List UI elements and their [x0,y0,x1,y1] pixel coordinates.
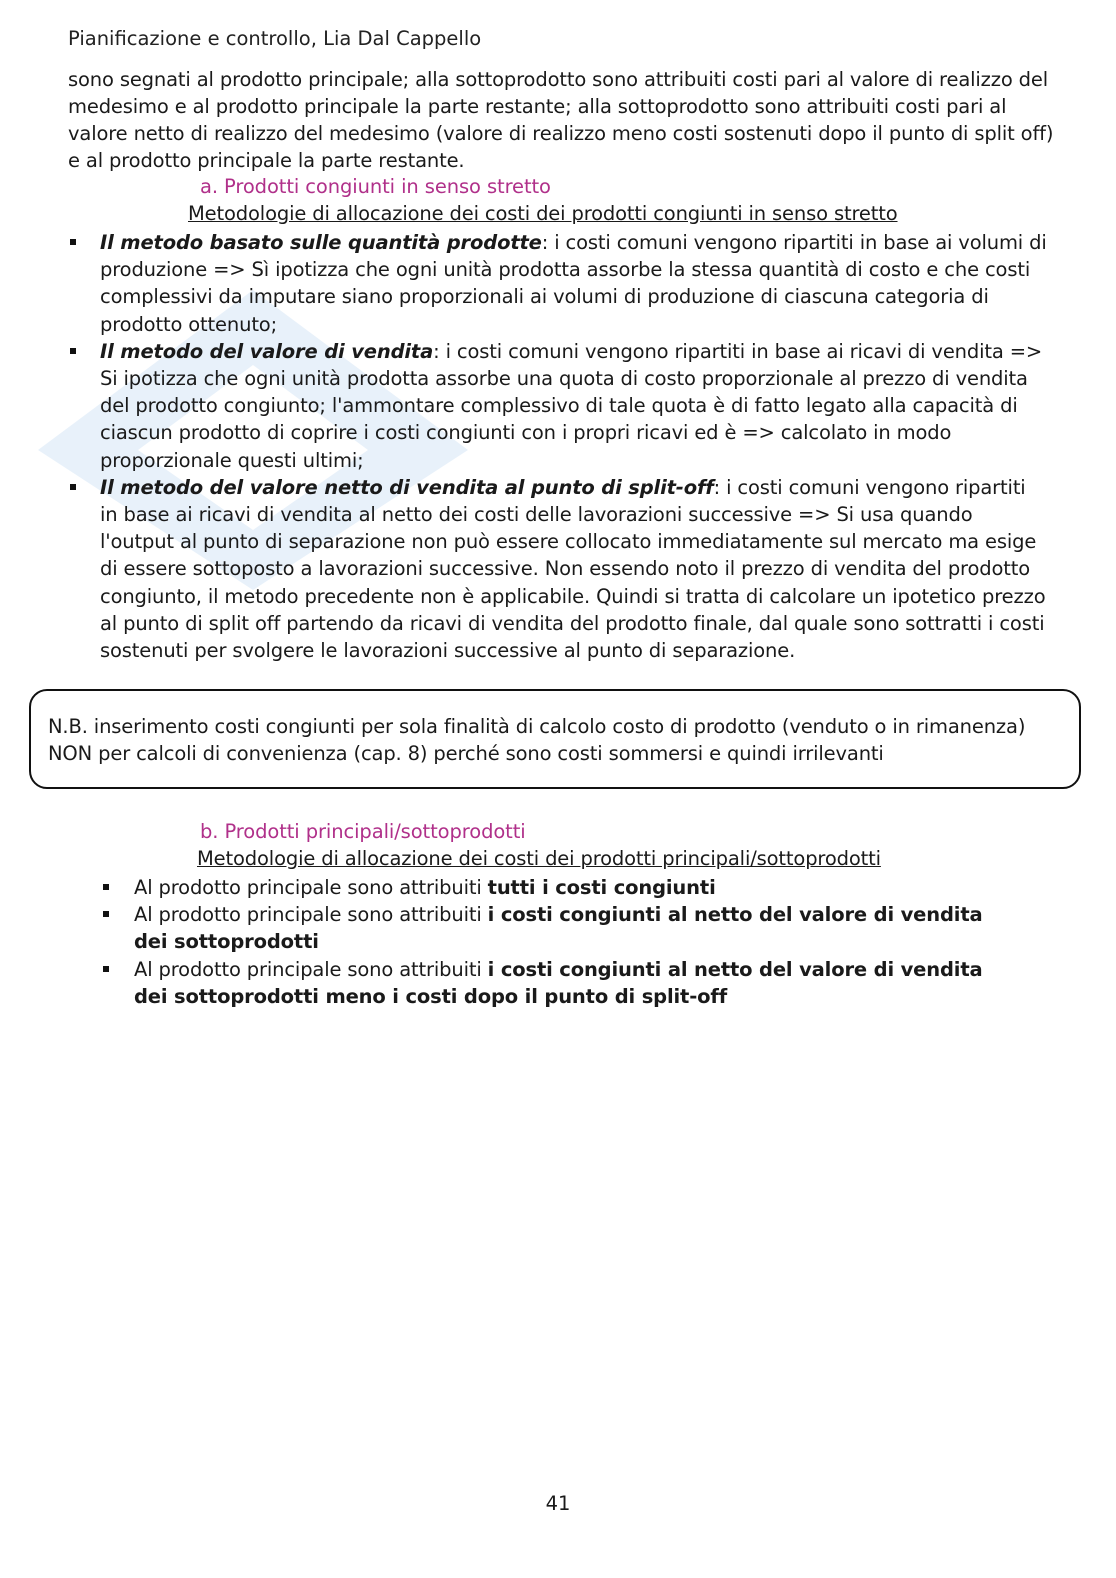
method-text: : i costi comuni vengono ripartiti in base ai volumi di produzione => Sì ipotizza che ogni unità prodotta assorbe la stessa quantità di costo e che costi complessivi da imputare siano proporzionali ai volumi di produzione di ciascuna categoria di prodotto ottenuto; [100,231,1047,336]
alloc-prefix: Al prodotto principale sono attribuiti [134,957,488,981]
section-b-subtitle: Metodologie di allocazione dei costi dei prodotti principali/sottoprodotti [197,847,881,870]
alloc-bold: tutti i costi congiunti [487,876,716,899]
list-item [103,956,1003,1010]
list-item [68,474,1048,664]
list-item [68,338,1048,474]
alloc-prefix: Al prodotto principale sono attribuiti [134,903,488,927]
section-a-title: a. Prodotti congiunti in senso stretto [200,175,551,198]
method-term: Il metodo del valore di vendita [100,339,434,363]
alloc-bold: i costi congiunti al netto del valore di vendita dei sottoprodotti [134,903,983,954]
section-b-title: b. Prodotti principali/sottoprodotti [200,820,526,843]
note-text [48,713,1068,767]
method-text: : i costi comuni vengono ripartiti in base ai ricavi di vendita al netto dei costi delle lavorazioni successive => Si usa quando l'output al punto di separazione non può essere collocato immediatamente sul mercato ma esige di essere sottoposto a lavorazioni successive. Non essendo noto il prezzo di vendita del prodotto congiunto, il metodo precedente non è applicabile. Quindi si tratta di calcolare un ipotetico prezzo al punto di split off partendo da ricavi di vendita del prodotto finale, dal quale sono sottratti i costi sostenuti per svolgere le lavorazioni successive al punto di separazione. [100,475,1046,663]
alloc-prefix: Al prodotto principale sono attribuiti [134,876,488,899]
method-text: : i costi comuni vengono ripartiti in base ai ricavi di vendita => Si ipotizza che ogni unità prodotta assorbe una quota di costo proporzionale al prezzo di vendita del prodotto congiunto; l'ammontare complessivo di tale quota è di fatto legato alla capacità di ciascun prodotto di coprire i costi congiunti con i propri ricavi ed è => calcolato in modo proporzionale questi ultimi; [100,339,1043,472]
note-line-1: N.B. inserimento costi congiunti per sola finalità di calcolo costo di prodotto (venduto o in rimanenza) [48,715,1026,738]
allocation-list [103,874,1003,1010]
list-item [103,901,1003,955]
alloc-bold: i costi congiunti al netto del valore di vendita dei sottoprodotti meno i costi dopo il punto di split-off [134,957,983,1008]
list-item [103,874,1003,901]
page-header: Pianificazione e controllo, Lia Dal Cappello [68,27,482,50]
methods-list [68,229,1048,664]
list-item [68,229,1048,338]
method-term: Il metodo del valore netto di vendita al punto di split-off [100,475,714,499]
section-a-subtitle: Metodologie di allocazione dei costi dei prodotti congiunti in senso stretto [188,202,898,225]
page-number: 41 [545,1492,571,1515]
method-term: Il metodo basato sulle quantità prodotte [100,231,542,254]
intro-paragraph: sono segnati al prodotto principale; alla sottoprodotto sono attribuiti costi pari al valore di realizzo del medesimo e al prodotto principale la parte restante; alla sottoprodotto sono attribuiti costi pari al valore netto di realizzo del medesimo (valore di realizzo meno costi sostenuti dopo il punto di split off) e al prodotto principale la parte restante. [68,68,1054,172]
note-line-2: NON per calcoli di convenienza (cap. 8) perché sono costi sommersi e quindi irrilevanti [48,742,884,765]
